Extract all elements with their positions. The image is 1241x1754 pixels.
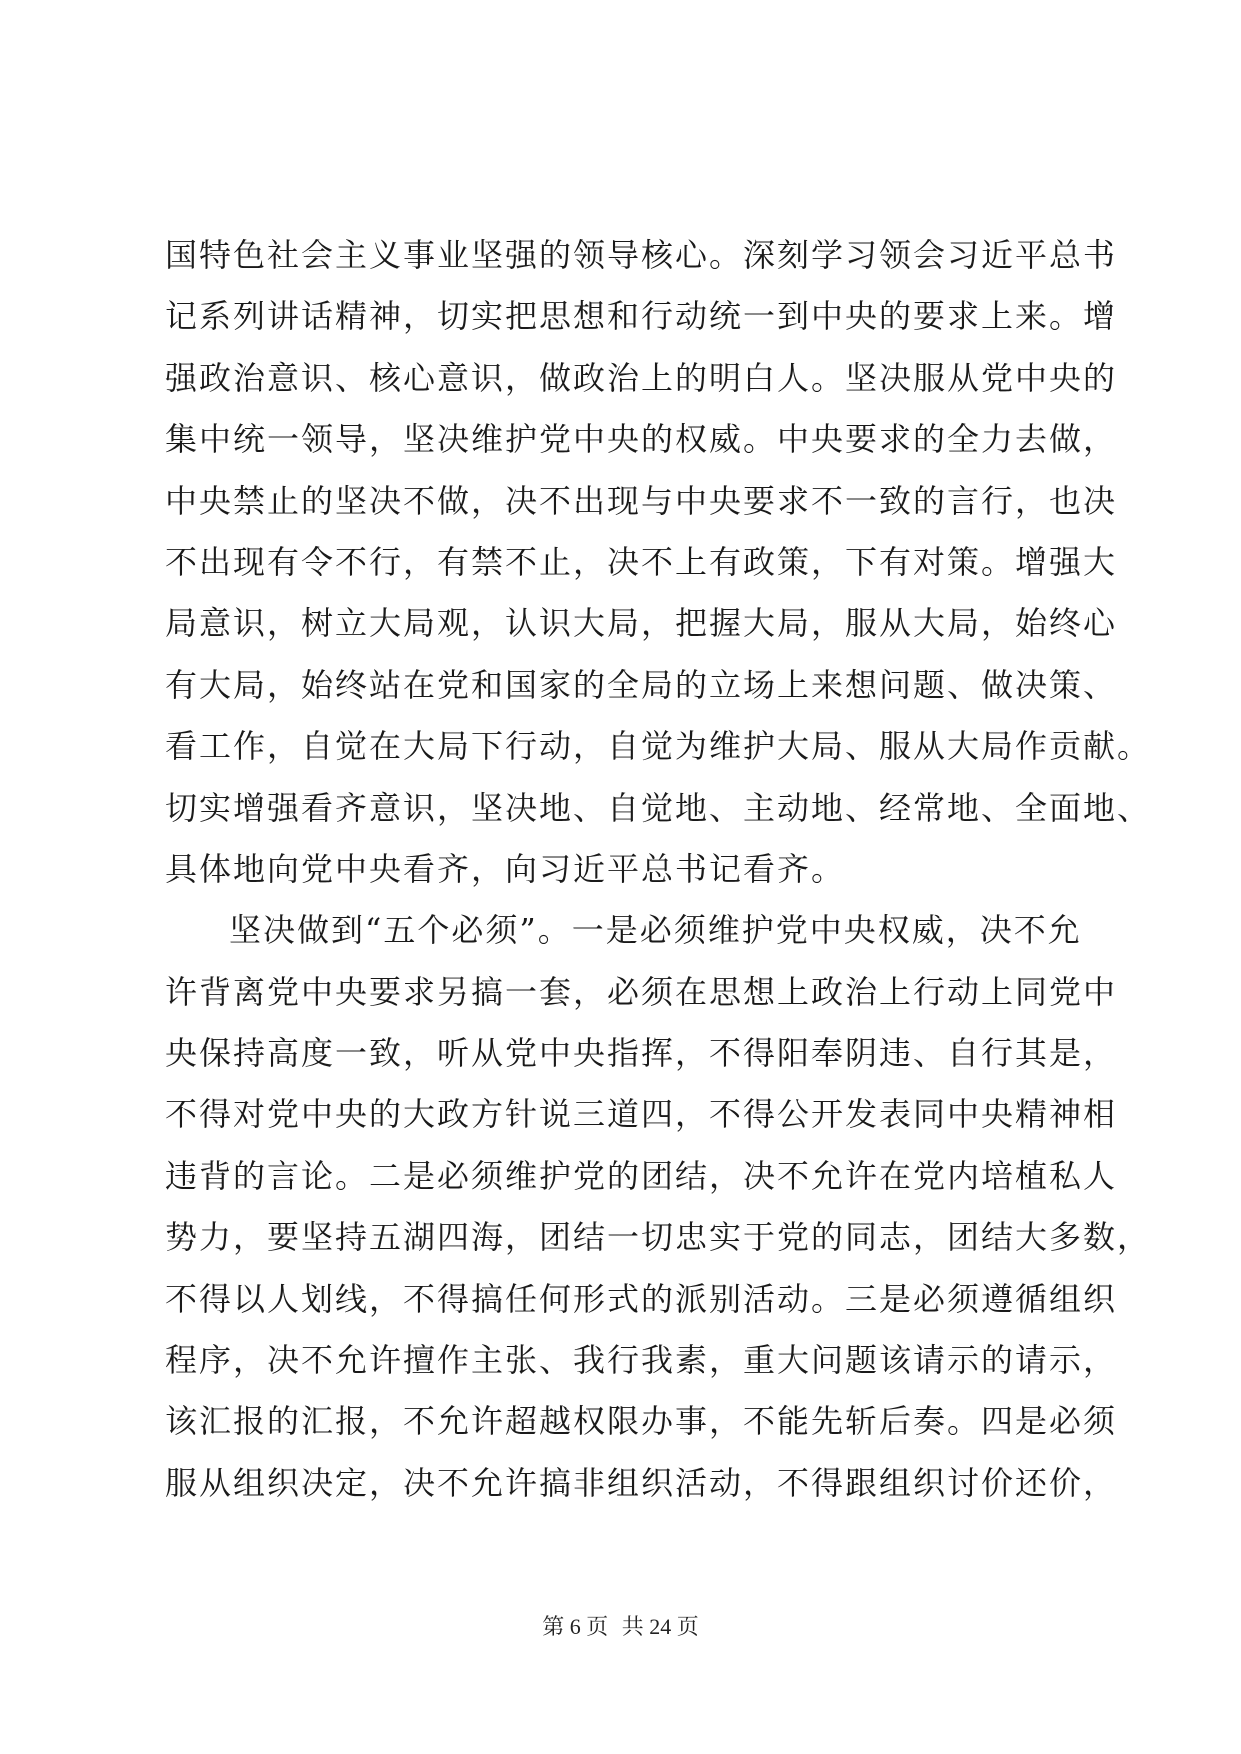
body-text — [165, 225, 1152, 1514]
paragraph-2 — [165, 900, 1152, 1514]
text-line: 违背的言论。二是必须维护党的团结，决不允许在党内培植私人 — [165, 1156, 1118, 1195]
text-line: 中央禁止的坚决不做，决不出现与中央要求不一致的言行，也决 — [165, 481, 1118, 520]
text-line: 不得对党中央的大政方针说三道四，不得公开发表同中央精神相 — [165, 1095, 1118, 1134]
text-line: 具体地向党中央看齐，向习近平总书记看齐。 — [165, 849, 846, 888]
text-line: 记系列讲话精神，切实把思想和行动统一到中央的要求上来。增 — [165, 297, 1118, 336]
text-line: 势力，要坚持五湖四海，团结一切忠实于党的同志，团结大多数， — [165, 1218, 1152, 1257]
page-total: 共 24 页 — [621, 1614, 699, 1639]
page-footer — [0, 1610, 1241, 1641]
page-number: 第 6 页 — [542, 1614, 609, 1639]
text-line: 国特色社会主义事业坚强的领导核心。深刻学习领会习近平总书 — [165, 236, 1118, 274]
text-line: 服从组织决定，决不允许搞非组织活动，不得跟组织讨价还价， — [165, 1463, 1118, 1502]
text-line: 强政治意识、核心意识，做政治上的明白人。坚决服从党中央的 — [165, 358, 1118, 397]
text-line: 坚决做到“五个必须”。一是必须维护党中央权威，决不允 — [229, 911, 1082, 950]
text-line: 集中统一领导，坚决维护党中央的权威。中央要求的全力去做， — [165, 420, 1118, 459]
text-line: 许背离党中央要求另搞一套，必须在思想上政治上行动上同党中 — [165, 972, 1118, 1011]
text-line: 央保持高度一致，听从党中央指挥，不得阳奉阴违、自行其是， — [165, 1034, 1118, 1073]
text-line: 局意识，树立大局观，认识大局，把握大局，服从大局，始终心 — [165, 604, 1118, 643]
text-line: 有大局，始终站在党和国家的全局的立场上来想问题、做决策、 — [165, 665, 1118, 704]
paragraph-1 — [165, 225, 1152, 900]
text-line: 切实增强看齐意识，坚决地、自觉地、主动地、经常地、全面地、 — [165, 788, 1152, 827]
text-line: 不出现有令不行，有禁不止，决不上有政策，下有对策。增强大 — [165, 542, 1118, 581]
text-line: 看工作，自觉在大局下行动，自觉为维护大局、服从大局作贡献。 — [165, 727, 1152, 766]
text-line: 不得以人划线，不得搞任何形式的派别活动。三是必须遵循组织 — [165, 1279, 1118, 1318]
text-line: 该汇报的汇报，不允许超越权限办事，不能先斩后奏。四是必须 — [165, 1402, 1118, 1441]
text-line: 程序，决不允许擅作主张、我行我素，重大问题该请示的请示， — [165, 1341, 1118, 1380]
